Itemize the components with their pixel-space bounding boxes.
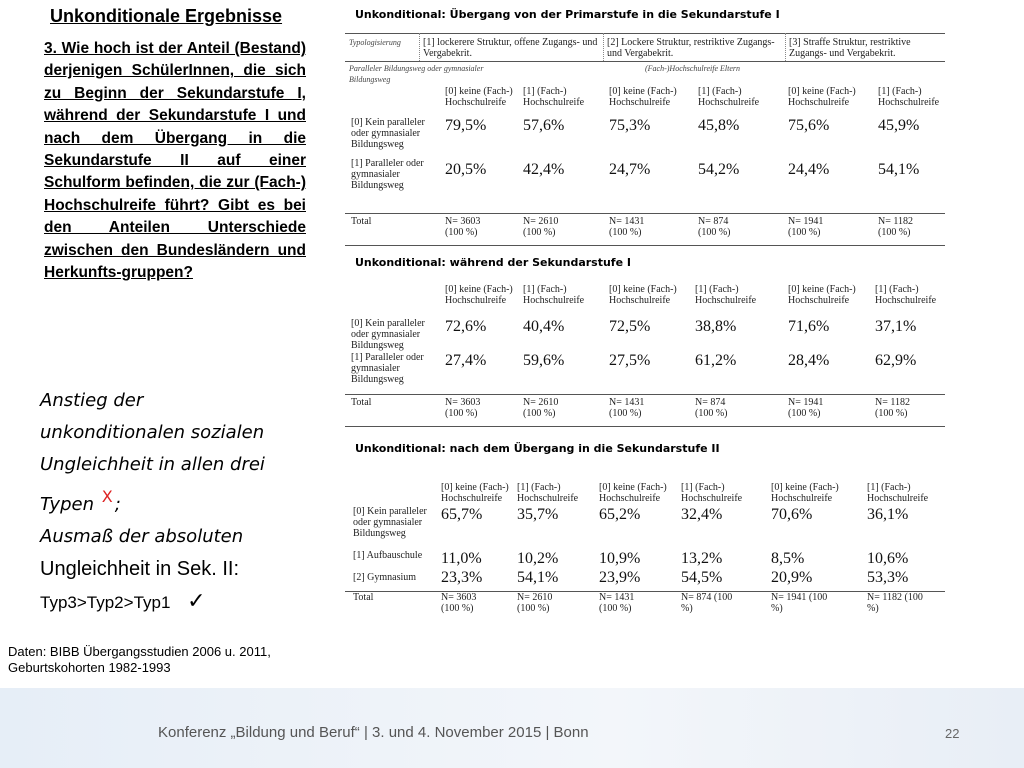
total-value: N= 874 (100 %)	[695, 397, 728, 419]
table-divider	[603, 33, 604, 61]
table-value: 27,4%	[445, 352, 487, 369]
slide-title: Unkonditionale Ergebnisse	[50, 6, 283, 26]
typology-label: Typologisierung	[349, 38, 401, 47]
table-value: 10,6%	[867, 550, 909, 567]
table-value: 20,5%	[445, 161, 487, 178]
finding-line: Anstieg der	[40, 390, 144, 411]
total-value: N= 1431 (100 %)	[609, 216, 645, 238]
table-value: 24,4%	[788, 161, 830, 178]
table-value: 23,9%	[599, 569, 641, 586]
table-rule	[345, 591, 945, 592]
finding-word: Typen	[40, 494, 94, 515]
table-value: 38,8%	[695, 318, 737, 335]
table-value: 28,4%	[788, 352, 830, 369]
total-value: N= 874 (100 %)	[698, 216, 731, 238]
total-value: N= 3603 (100 %)	[445, 216, 481, 238]
row-dimension-label: Paralleler Bildungsweg oder gymnasialer Bildungsweg	[349, 64, 484, 84]
column-head: [1] (Fach-) Hochschulreife	[523, 86, 585, 108]
column-head: [0] keine (Fach-) Hochschulreife	[788, 86, 856, 108]
total-value: N= 1182 (100 %)	[875, 397, 910, 419]
table-value: 20,9%	[771, 569, 813, 586]
table-value: 65,2%	[599, 506, 641, 523]
table-3	[345, 476, 945, 624]
table-value: 32,4%	[681, 506, 723, 523]
table-value: 45,8%	[698, 117, 740, 134]
table-value: 23,3%	[441, 569, 483, 586]
row-label: [1] Aufbauschule	[353, 550, 423, 561]
row-label: [1] Paralleler oder gymnasialer Bildungsweg	[351, 158, 424, 191]
total-label: Total	[351, 397, 372, 408]
column-head: [1] (Fach-) Hochschulreife	[517, 482, 579, 504]
column-head: [0] keine (Fach-) Hochschulreife	[788, 284, 856, 306]
table-divider	[785, 33, 786, 61]
table-value: 45,9%	[878, 117, 920, 134]
table-value: 65,7%	[441, 506, 483, 523]
column-head: [1] (Fach-) Hochschulreife	[695, 284, 757, 306]
table-rule	[345, 61, 945, 62]
findings-text	[40, 385, 330, 619]
table-value: 53,3%	[867, 569, 909, 586]
table-1-heading: Unkonditional: Übergang von der Primarstufe in die Sekundarstufe I	[355, 8, 780, 21]
table-value: 10,9%	[599, 550, 641, 567]
table-value: 75,6%	[788, 117, 830, 134]
table-2-heading: Unkonditional: während der Sekundarstufe I	[355, 256, 631, 269]
table-value: 27,5%	[609, 352, 651, 369]
table-rule	[345, 213, 945, 214]
finding-line: unkonditionalen sozialen	[40, 422, 265, 443]
column-head: [0] keine (Fach-) Hochschulreife	[441, 482, 509, 504]
table-1	[345, 33, 945, 248]
row-label: [0] Kein paralleler oder gymnasialer Bildungsweg	[351, 117, 425, 150]
table-value: 10,2%	[517, 550, 559, 567]
table-value: 62,9%	[875, 352, 917, 369]
semicolon: ;	[114, 494, 121, 515]
column-head: [0] keine (Fach-) Hochschulreife	[599, 482, 667, 504]
total-value: N= 1182 (100 %)	[867, 592, 923, 614]
column-head: [0] keine (Fach-) Hochschulreife	[609, 284, 677, 306]
column-head: [0] keine (Fach-) Hochschulreife	[445, 284, 513, 306]
total-label: Total	[353, 592, 374, 603]
table-value: 8,5%	[771, 550, 805, 567]
table-divider	[419, 33, 420, 61]
column-head: [1] (Fach-) Hochschulreife	[523, 284, 585, 306]
table-value: 71,6%	[788, 318, 830, 335]
finding-line: Ausmaß der absoluten	[40, 526, 244, 547]
table-value: 11,0%	[441, 550, 482, 567]
row-label: [2] Gymnasium	[353, 572, 417, 583]
total-value: N= 1431 (100 %)	[609, 397, 645, 419]
table-value: 40,4%	[523, 318, 565, 335]
row-label: [1] Paralleler oder gymnasialer Bildungsweg	[351, 352, 424, 385]
table-rule	[345, 394, 945, 395]
table-value: 79,5%	[445, 117, 487, 134]
total-value: N= 1941 (100 %)	[788, 216, 824, 238]
type-2-label: [2] Lockere Struktur, restriktive Zugangs- und Vergabekrit.	[607, 37, 775, 59]
column-head: [0] keine (Fach-) Hochschulreife	[609, 86, 677, 108]
conference-footer: Konferenz „Bildung und Beruf“ | 3. und 4. November 2015 | Bonn	[158, 724, 589, 741]
type-1-label: [1] lockerere Struktur, offene Zugangs- und Vergabekrit.	[423, 37, 598, 59]
total-value: N= 874 (100 %)	[681, 592, 733, 614]
finding-line	[40, 481, 330, 521]
total-value: N= 3603 (100 %)	[441, 592, 477, 614]
column-head: [1] (Fach-) Hochschulreife	[698, 86, 760, 108]
table-value: 72,5%	[609, 318, 651, 335]
finding-ranking: Typ3>Typ2>Typ1	[40, 593, 171, 612]
total-value: N= 1941 (100 %)	[771, 592, 828, 614]
total-value: N= 1431 (100 %)	[599, 592, 635, 614]
table-rule	[345, 426, 945, 427]
table-value: 54,5%	[681, 569, 723, 586]
table-value: 54,1%	[517, 569, 559, 586]
total-value: N= 3603 (100 %)	[445, 397, 481, 419]
finding-line: Ungleichheit in Sek. II:	[40, 558, 239, 580]
finding-line	[40, 585, 330, 619]
table-3-heading: Unkonditional: nach dem Übergang in die Sekundarstufe II	[355, 442, 720, 455]
check-mark-icon: ✓	[187, 588, 206, 613]
table-value: 61,2%	[695, 352, 737, 369]
table-value: 54,2%	[698, 161, 740, 178]
table-value: 13,2%	[681, 550, 723, 567]
data-source-note: Daten: BIBB Übergangsstudien 2006 u. 2011, Geburtskohorten 1982-1993	[8, 644, 271, 675]
total-value: N= 2610 (100 %)	[517, 592, 553, 614]
row-label: [0] Kein paralleler oder gymnasialer Bildungsweg	[353, 506, 427, 539]
table-value: 42,4%	[523, 161, 565, 178]
table-value: 57,6%	[523, 117, 565, 134]
column-head: [1] (Fach-) Hochschulreife	[878, 86, 940, 108]
table-value: 36,1%	[867, 506, 909, 523]
finding-line: Ungleichheit in allen drei	[40, 454, 265, 475]
table-rule	[345, 245, 945, 246]
total-value: N= 1182 (100 %)	[878, 216, 913, 238]
column-head: [1] (Fach-) Hochschulreife	[875, 284, 937, 306]
column-head: [0] keine (Fach-) Hochschulreife	[771, 482, 839, 504]
table-2	[345, 278, 945, 430]
total-label: Total	[351, 216, 372, 227]
table-value: 54,1%	[878, 161, 920, 178]
page-number: 22	[945, 726, 960, 741]
total-value: N= 2610 (100 %)	[523, 216, 559, 238]
row-label: [0] Kein paralleler oder gymnasialer Bildungsweg	[351, 318, 425, 351]
column-head: [1] (Fach-) Hochschulreife	[681, 482, 743, 504]
table-value: 59,6%	[523, 352, 565, 369]
total-value: N= 1941 (100 %)	[788, 397, 824, 419]
table-value: 37,1%	[875, 318, 917, 335]
total-value: N= 2610 (100 %)	[523, 397, 559, 419]
research-question: 3. Wie hoch ist der Anteil (Bestand) derjenigen SchülerInnen, die sich zu Beginn der Sekundarstufe I, während der Sekundarstufe I und nach dem Übergang in die Sekundarstufe II auf einer Schulform befinden, die zur (Fach-) Hochschulreife führt? Gibt es bei den Anteilen Unterschiede zwischen den Bundesländern und Herkunfts-gruppen?	[44, 40, 306, 282]
table-value: 35,7%	[517, 506, 559, 523]
table-value: 72,6%	[445, 318, 487, 335]
table-value: 70,6%	[771, 506, 813, 523]
column-head: [0] keine (Fach-) Hochschulreife	[445, 86, 513, 108]
type-3-label: [3] Straffe Struktur, restriktive Zugangs- und Vergabekrit.	[789, 37, 911, 59]
column-head: [1] (Fach-) Hochschulreife	[867, 482, 929, 504]
table-rule	[345, 33, 945, 34]
red-x-mark-icon: X	[101, 487, 113, 506]
table-value: 24,7%	[609, 161, 651, 178]
table-value: 75,3%	[609, 117, 651, 134]
column-group-label: (Fach-)Hochschulreife Eltern	[645, 64, 741, 73]
